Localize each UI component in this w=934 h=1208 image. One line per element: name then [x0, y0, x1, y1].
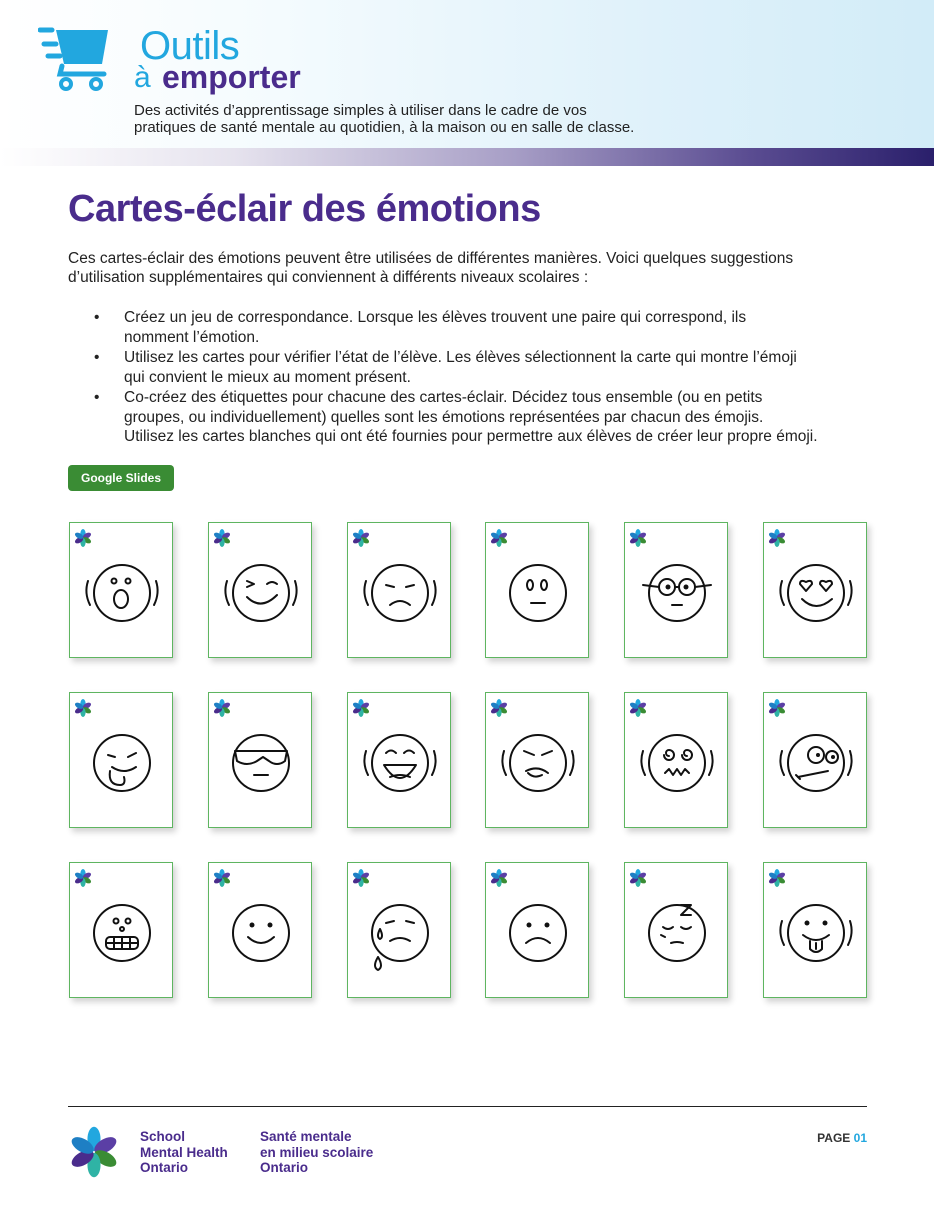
- list-item: [94, 308, 884, 347]
- emotion-card-playful-tongue: [763, 862, 867, 998]
- worried-face-icon: [498, 891, 578, 981]
- emotion-card-neutral: [485, 522, 589, 658]
- neutral-face-icon: [498, 551, 578, 641]
- emotion-card-worried: [485, 862, 589, 998]
- google-slides-button[interactable]: Google Slides: [68, 465, 174, 491]
- footer-divider: [68, 1106, 867, 1107]
- emotion-card-grimacing: [69, 862, 173, 998]
- smho-flower-icon: [352, 529, 370, 547]
- page-number: [817, 1131, 867, 1145]
- list-item-line: Utilisez les cartes pour vérifier l’état de l’élève. Les élèves sélectionnent la carte qui montre l’émoji: [124, 349, 797, 366]
- goofy-face-icon: [776, 721, 856, 811]
- intro-line: Ces cartes-éclair des émotions peuvent être utilisées de différentes manières. Voici quelques suggestions: [68, 250, 794, 267]
- header-subtitle-line: pratiques de santé mentale au quotidien, à la maison ou en salle de classe.: [134, 119, 635, 136]
- smho-flower-icon: [213, 529, 231, 547]
- smho-flower-icon: [768, 529, 786, 547]
- smho-flower-icon: [74, 529, 92, 547]
- page-number-value: 01: [853, 1131, 867, 1145]
- smho-flower-icon: [490, 529, 508, 547]
- header-title-outils: Outils: [140, 24, 240, 68]
- emotion-card-crying: [347, 862, 451, 998]
- smho-flower-icon: [768, 869, 786, 887]
- list-item-line: nomment l’émotion.: [124, 328, 260, 346]
- smho-flower-icon: [629, 699, 647, 717]
- smho-logo-icon: [66, 1124, 122, 1180]
- footer-org-line: Ontario: [140, 1160, 189, 1175]
- header-banner: [0, 0, 934, 150]
- sad-face-icon: [360, 551, 440, 641]
- header-title-a: à: [134, 61, 151, 94]
- list-item-line: groupes, ou individuellement) quelles sont les émotions représentées par chacun des émojis.: [124, 408, 764, 426]
- tongue-out-wink-face-icon: [82, 721, 162, 811]
- shopping-cart-icon: [38, 20, 112, 92]
- dizzy-confused-face-icon: [637, 721, 717, 811]
- smho-flower-icon: [74, 869, 92, 887]
- list-item: [94, 388, 884, 447]
- playful-tongue-face-icon: [776, 891, 856, 981]
- crying-face-icon: [360, 891, 440, 981]
- grimacing-face-icon: [82, 891, 162, 981]
- header-title-emporter: emporter: [162, 59, 301, 95]
- emotion-card-nerdy-glasses: [624, 522, 728, 658]
- emotion-card-heart-eyes: [763, 522, 867, 658]
- smho-flower-icon: [629, 529, 647, 547]
- footer-org-line: School: [140, 1129, 186, 1144]
- emotion-card-tongue-out-wink: [69, 692, 173, 828]
- smho-flower-icon: [213, 869, 231, 887]
- smho-flower-icon: [629, 869, 647, 887]
- list-item: [94, 348, 884, 387]
- list-item-line: Utilisez les cartes blanches qui ont été fournies pour permettre aux élèves de créer leur propre émoji.: [124, 428, 818, 445]
- intro-paragraph: [68, 249, 868, 287]
- emotion-card-laughing: [347, 692, 451, 828]
- bullet-icon: •: [94, 349, 100, 366]
- footer-org-french: [260, 1129, 373, 1176]
- header-gradient-band: [0, 148, 934, 166]
- smho-flower-icon: [490, 869, 508, 887]
- smho-flower-icon: [74, 699, 92, 717]
- surprised-face-icon: [82, 551, 162, 641]
- sleeping-face-icon: [637, 891, 717, 981]
- emotion-card-cool-sunglasses: [208, 692, 312, 828]
- header-subtitle-line: Des activités d’apprentissage simples à utiliser dans le cadre de vos: [134, 102, 587, 119]
- heart-eyes-face-icon: [776, 551, 856, 641]
- intro-line: d’utilisation supplémentaires qui conviennent à différents niveaux scolaires :: [68, 269, 589, 286]
- smho-flower-icon: [768, 699, 786, 717]
- footer-org-english: [140, 1129, 228, 1176]
- list-item-line: Créez un jeu de correspondance. Lorsque les élèves trouvent une paire qui correspond, ils: [124, 309, 747, 326]
- smho-flower-icon: [213, 699, 231, 717]
- emotion-card-angry: [485, 692, 589, 828]
- footer-org-line: en milieu scolaire: [260, 1144, 374, 1160]
- emotion-card-winking-grin: [208, 522, 312, 658]
- emotion-card-smiling: [208, 862, 312, 998]
- smiling-face-icon: [221, 891, 301, 981]
- nerdy-glasses-face-icon: [637, 551, 717, 641]
- suggestions-list: [94, 308, 884, 448]
- list-item-line: Co-créez des étiquettes pour chacune des cartes-éclair. Décidez tous ensemble (ou en petits: [124, 389, 763, 406]
- angry-face-icon: [498, 721, 578, 811]
- page-label: PAGE: [817, 1131, 851, 1145]
- emotion-card-sleeping: [624, 862, 728, 998]
- emotion-card-surprised: [69, 522, 173, 658]
- smho-flower-icon: [490, 699, 508, 717]
- smho-flower-icon: [352, 699, 370, 717]
- laughing-face-icon: [360, 721, 440, 811]
- smho-flower-icon: [352, 869, 370, 887]
- header-subtitle: [134, 102, 774, 136]
- cool-sunglasses-face-icon: [221, 721, 301, 811]
- page-title: Cartes-éclair des émotions: [68, 188, 541, 230]
- footer-org-line: Ontario: [260, 1160, 309, 1175]
- bullet-icon: •: [94, 309, 100, 326]
- emotion-card-sad: [347, 522, 451, 658]
- footer-org-line: Santé mentale: [260, 1129, 352, 1144]
- list-item-line: qui convient le mieux au moment présent.: [124, 368, 411, 386]
- bullet-icon: •: [94, 389, 100, 406]
- emotion-card-goofy: [763, 692, 867, 828]
- footer-org-line: Mental Health: [140, 1144, 228, 1160]
- emotion-card-dizzy-confused: [624, 692, 728, 828]
- winking-grin-face-icon: [221, 551, 301, 641]
